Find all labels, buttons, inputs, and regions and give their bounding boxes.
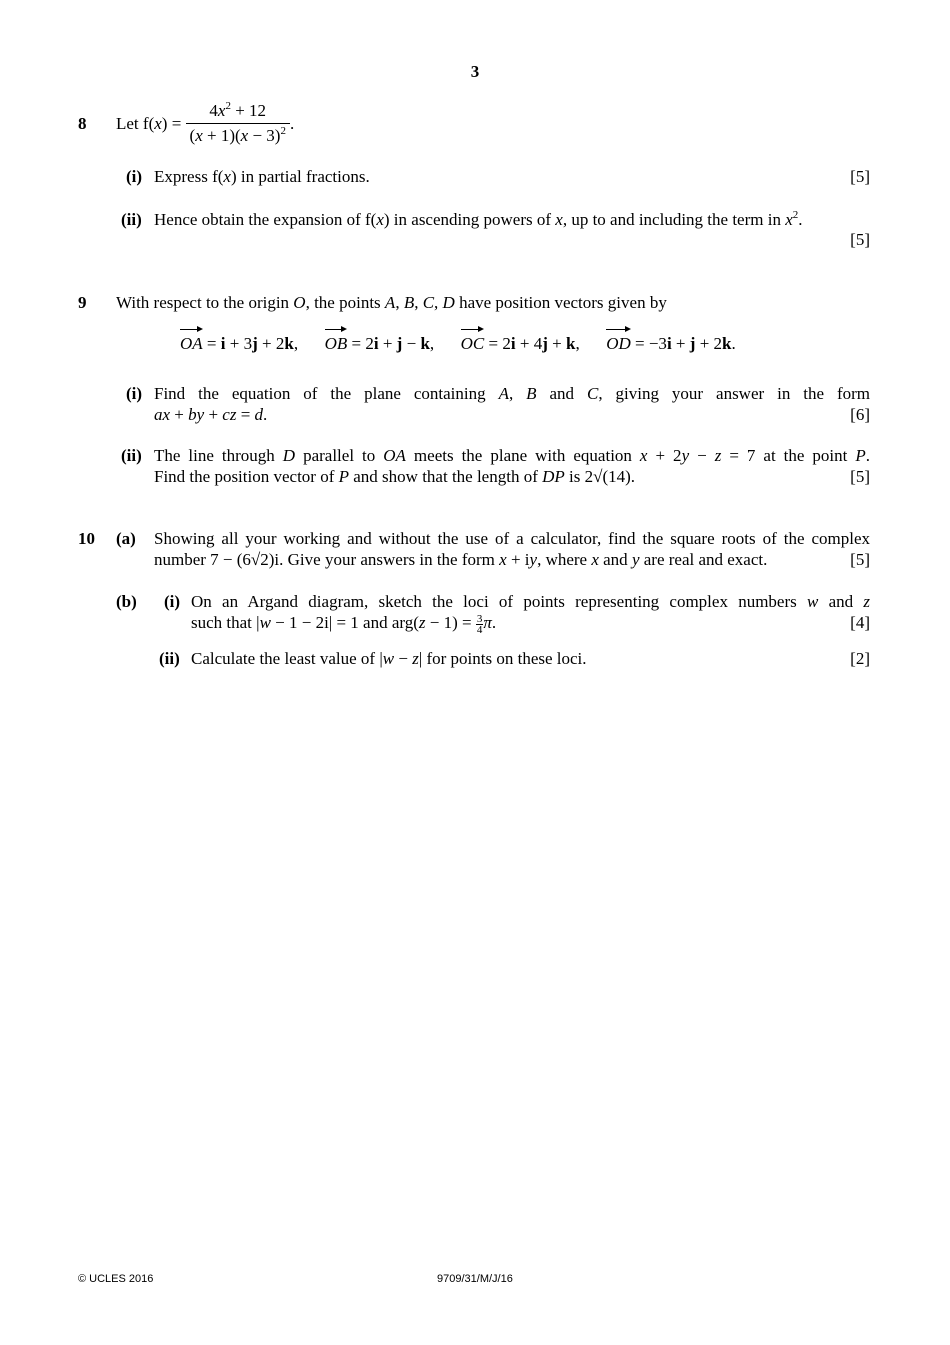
q8-part-ii-label: (ii) xyxy=(121,210,142,229)
q8-part-i-label: (i) xyxy=(126,167,143,186)
three-quarters-fraction: $\frac{3}{4}$ xyxy=(476,613,483,636)
q10-part-a-line1: Showing all your working and without the use of a calculator, find the square roots of the complex xyxy=(154,529,870,548)
q8-fraction-numerator: $4x^2 + 12$ xyxy=(186,101,290,124)
q8-part-ii-text: Hence obtain the expansion of f(x) in ascending powers of x, up to and including the term in $x^2$. xyxy=(154,209,803,229)
q10-part-a-label: (a) xyxy=(116,529,136,548)
q8-part-i-marks: [5] xyxy=(850,167,870,186)
q9-part-i-label: (i) xyxy=(126,384,143,403)
q9-part-ii-line2: Find the position vector of P and show that the length of DP is 2√(14). xyxy=(154,467,636,486)
q9-intro: With respect to the origin O, the points A, B, C, D have position vectors given by xyxy=(116,293,667,312)
q9-part-i-marks: [6] xyxy=(850,405,870,424)
q10-part-b-ii-marks: [2] xyxy=(850,649,870,668)
q8-fraction-denominator: $(x + 1)(x - 3)^2$ xyxy=(189,125,286,145)
vector-ob: OB = 2i + j − k, xyxy=(324,334,435,353)
q9-part-ii-line1: The line through D parallel to OA meets the plane with equation x + 2y − z = 7 at the point P. xyxy=(154,446,871,465)
q9-part-ii-label: (ii) xyxy=(121,446,142,465)
q8-part-i-text: Express f(x) in partial fractions. xyxy=(154,167,370,186)
question-9-number: 9 xyxy=(78,293,87,312)
q10-part-b-i-label: (i) xyxy=(164,592,181,611)
q8-part-ii-marks: [5] xyxy=(850,230,870,249)
q10-part-a-line2: number 7 − (6√2)i. Give your answers in the form x + iy, where x and y are real and exact. xyxy=(154,550,768,569)
q10-part-b-i-line2: such that |w − 1 − 2i| = 1 and arg(z − 1) = $\frac{3}{4}$ π. xyxy=(191,613,497,636)
q9-part-i-line1: Find the equation of the plane containing A, B and C, giving your answer in the form xyxy=(154,384,871,403)
q9-part-ii-marks: [5] xyxy=(850,467,870,486)
q10-part-b-i-line1: On an Argand diagram, sketch the loci of points representing complex numbers w and z xyxy=(191,592,871,611)
q8-fraction xyxy=(186,101,290,146)
q9-vector-list xyxy=(180,333,736,354)
q10-part-b-ii-label: (ii) xyxy=(159,649,180,668)
q10-part-b-label: (b) xyxy=(116,592,137,611)
vector-oa: OA = i + 3j + 2k, xyxy=(180,334,299,353)
question-8-stem: Let f(x) = $\frac{4x^2 + 12}{(x + 1)(x - 3)^2}$ . xyxy=(116,100,295,145)
vector-od: OD = −3i + j + 2k. xyxy=(606,334,736,353)
q9-part-i-line2: ax + by + cz = d. xyxy=(154,405,268,424)
footer-copyright: © UCLES 2016 xyxy=(78,1273,154,1285)
footer-paper-code: 9709/31/M/J/16 xyxy=(437,1273,513,1285)
q10-part-b-ii-text: Calculate the least value of |w − z| for points on these loci. xyxy=(191,649,587,668)
vector-oc: OC = 2i + 4j + k, xyxy=(460,334,580,353)
question-10-number: 10 xyxy=(78,529,95,548)
page-number: 3 xyxy=(470,62,480,81)
question-8-number: 8 xyxy=(78,114,87,133)
q10-part-b-i-marks: [4] xyxy=(850,613,870,632)
q10-part-a-marks: [5] xyxy=(850,550,870,569)
